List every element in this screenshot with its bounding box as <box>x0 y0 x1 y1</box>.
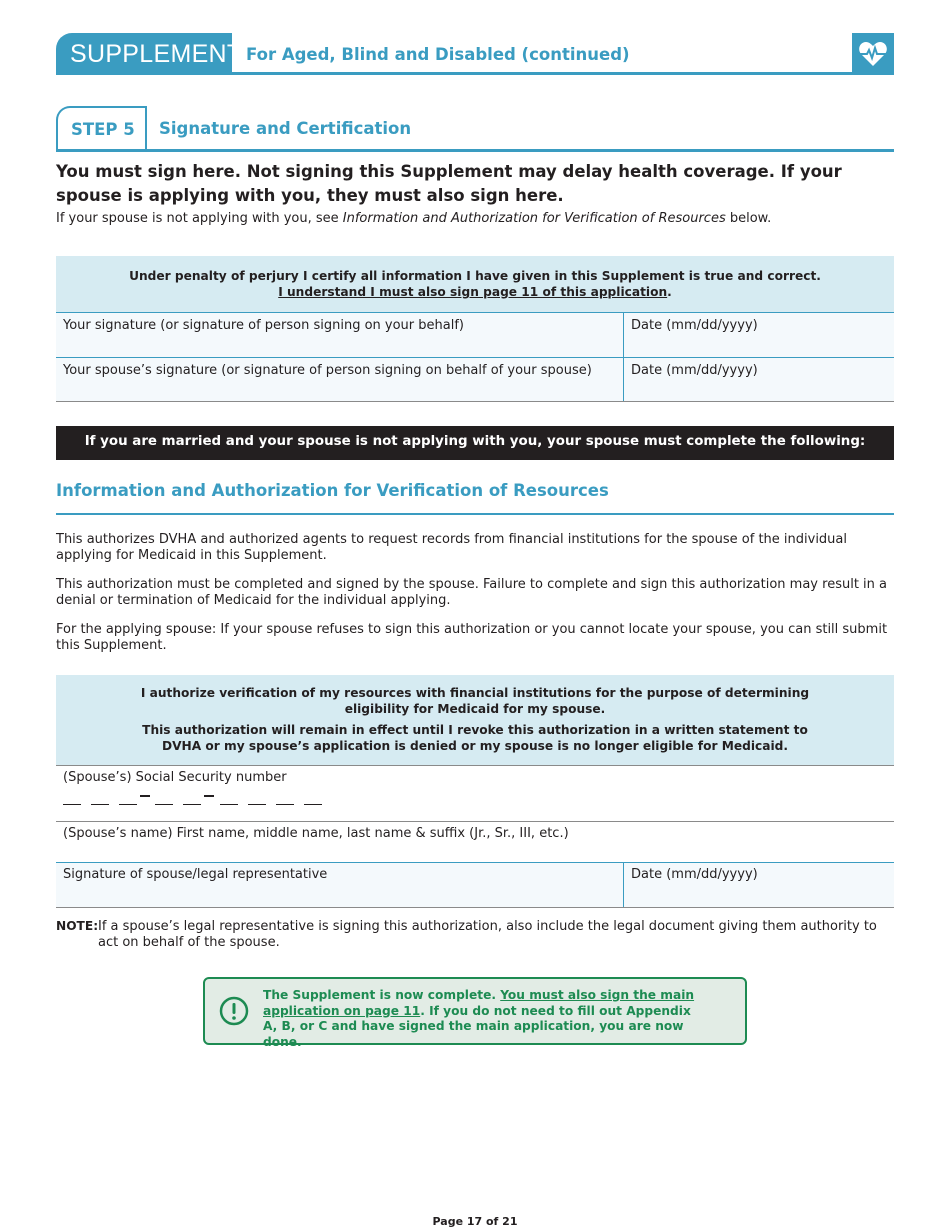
spouse-name-field[interactable] <box>56 822 894 863</box>
completion-callout <box>203 977 747 1049</box>
page-number: Page 17 of 21 <box>432 1215 518 1228</box>
note-label: NOTE: <box>56 919 99 933</box>
completion-start: The Supplement is now complete. <box>263 988 501 1002</box>
authorization-block <box>56 675 894 766</box>
info-paragraph: This authorization must be completed and signed by the spouse. Failure to complete and sign this authorization may result in a denial or termination of Medicaid for the individual applying. <box>56 577 887 608</box>
heart-pulse-icon <box>852 33 894 75</box>
spouse-ssn-field[interactable] <box>56 766 894 822</box>
step-rule <box>56 149 894 152</box>
signature-warning: You must sign here. Not signing this Supplement may delay health coverage. If your spouse is applying with you, they must also sign here. <box>56 162 842 205</box>
spouse-note-suffix: below. <box>725 211 772 226</box>
married-spouse-banner: If you are married and your spouse is not applying with you, your spouse must complete the following: <box>56 426 894 460</box>
spouse-rep-signature-field[interactable]: Signature of spouse/legal representative <box>56 863 624 907</box>
authorization-banner <box>56 675 894 766</box>
applicant-signature-field[interactable]: Your signature (or signature of person signing on your behalf) <box>56 313 624 357</box>
supplement-tab: SUPPLEMENT <box>56 33 232 75</box>
certification-page-reminder <box>56 284 894 300</box>
name-label: (Spouse’s name) First name, middle name, last name & suffix (Jr., Sr., III, etc.) <box>63 826 569 841</box>
spouse-note <box>56 211 771 226</box>
step-header <box>56 106 894 150</box>
ssn-digit-blank[interactable] <box>155 804 173 805</box>
completion-text <box>263 988 703 1050</box>
page-header <box>56 33 894 75</box>
completion-underlined: You must also sign the main application on page 11 <box>263 988 695 1018</box>
applicant-date-field[interactable]: Date (mm/dd/yyyy) <box>631 318 758 333</box>
section-rule <box>56 513 894 515</box>
spouse-note-prefix: If your spouse is not applying with you, see <box>56 211 343 226</box>
ssn-label: (Spouse’s) Social Security number <box>63 770 287 785</box>
certification-banner <box>56 256 894 313</box>
signature-row <box>56 358 894 403</box>
certification-block <box>56 256 894 402</box>
info-paragraph: For the applying spouse: If your spouse refuses to sign this authorization or you cannot locate your spouse, you can still submit this Supplement. <box>56 622 888 653</box>
header-rule <box>232 72 852 75</box>
section-title: Information and Authorization for Verification of Resources <box>56 481 609 500</box>
certification-underlined: I understand I must also sign page 11 of this application <box>278 285 668 299</box>
legal-rep-note <box>56 919 894 950</box>
header-subtitle: For Aged, Blind and Disabled (continued) <box>246 45 630 64</box>
ssn-digit-blank[interactable] <box>119 804 137 805</box>
completion-end: . If you do not need to fill out Appendix A, B, or C and have signed the main application, you are now done. <box>263 1003 691 1049</box>
authorization-duration: This authorization will remain in effect until I revoke this authorization in a written statement to DVHA or my spouse’s application is denied or my spouse is no longer eligible for Medicaid. <box>142 723 808 753</box>
spouse-note-reference: Information and Authorization for Verification of Resources <box>342 211 726 226</box>
spouse-date-field[interactable]: Date (mm/dd/yyyy) <box>631 362 758 378</box>
spouse-signature-field[interactable]: Your spouse’s signature (or signature of person signing on behalf of your spouse) <box>56 358 624 402</box>
step-title: Signature and Certification <box>159 119 412 138</box>
ssn-digit-blank[interactable] <box>248 804 266 805</box>
note-text: If a spouse’s legal representative is signing this authorization, also include the legal document giving them authority to act on behalf of the spouse. <box>98 919 877 950</box>
ssn-digit-blank[interactable] <box>183 804 201 805</box>
ssn-dash <box>140 795 150 797</box>
certification-period: . <box>667 285 672 299</box>
ssn-digit-blank[interactable] <box>63 804 81 805</box>
spouse-rep-date-field[interactable]: Date (mm/dd/yyyy) <box>631 867 758 882</box>
certification-statement: Under penalty of perjury I certify all information I have given in this Supplement is true and correct. <box>129 269 821 283</box>
exclamation-circle-icon <box>219 996 249 1026</box>
ssn-dash <box>204 795 214 797</box>
info-paragraph: This authorizes DVHA and authorized agents to request records from financial institutions for the spouse of the individual applying for Medicaid in this Supplement. <box>56 532 848 563</box>
spouse-signature-row <box>56 863 894 908</box>
signature-row <box>56 313 894 358</box>
authorization-statement: I authorize verification of my resources with financial institutions for the purpose of determining eligibility for Medicaid for my spouse. <box>140 686 810 716</box>
ssn-digit-blank[interactable] <box>276 804 294 805</box>
step-number: STEP 5 <box>56 106 147 150</box>
ssn-digit-blank[interactable] <box>91 804 109 805</box>
ssn-digit-blank[interactable] <box>220 804 238 805</box>
ssn-digit-blank[interactable] <box>304 804 322 805</box>
